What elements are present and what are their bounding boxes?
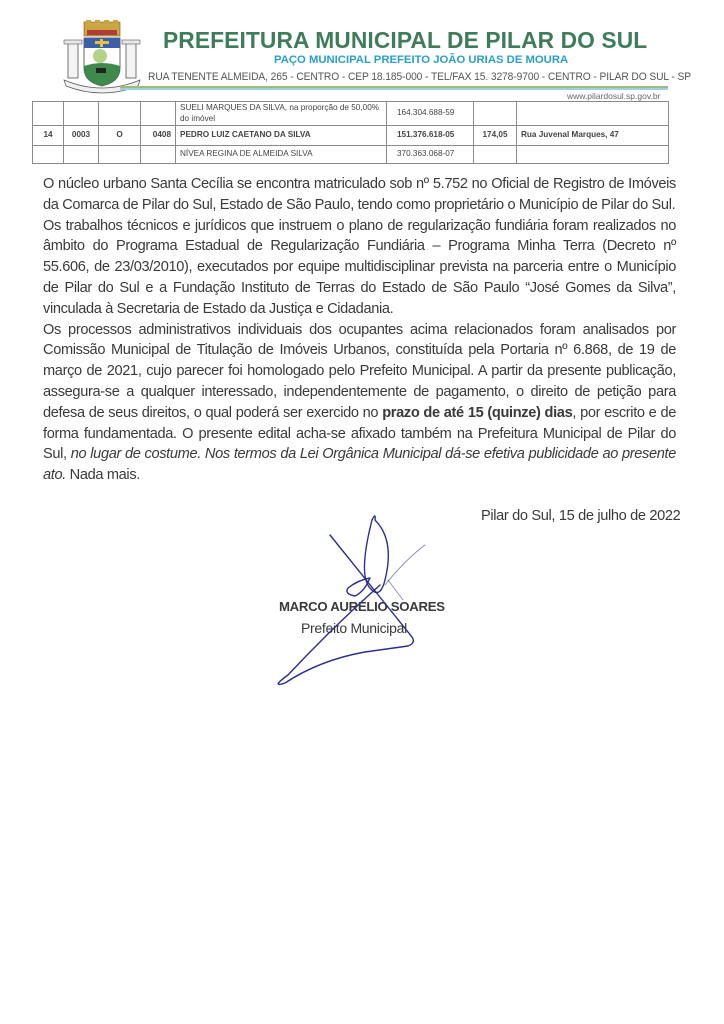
cell-lote: 0408 — [141, 126, 176, 146]
cell-cpf: 370.363.068-07 — [387, 146, 474, 164]
owners-table — [32, 101, 669, 164]
cell-quadra — [64, 102, 99, 126]
cell-num — [33, 146, 64, 164]
header-divider-blue — [120, 88, 668, 90]
cell-address: Rua Juvenal Marques, 47 — [517, 126, 669, 146]
paragraph-registry: O núcleo urbano Santa Cecília se encontra matriculado sob nº 5.752 no Oficial de Registro de Imóveis da Comarca de Pilar do Sul, Estado de São Paulo, tendo como proprietário o Município de Pilar do Sul. — [43, 176, 676, 213]
closing-phrase: Nada mais. — [65, 467, 140, 484]
publicity-clause: no lugar de costume. Nos termos da Lei Orgânica Municipal dá-se efetiva publicidade ao presente ato. — [43, 446, 676, 484]
cell-address — [517, 102, 669, 126]
signer-name: MARCO AURÉLIO SOARES — [279, 599, 445, 614]
cell-area — [474, 146, 517, 164]
paragraph-technical-works: Os trabalhos técnicos e jurídicos que instruem o plano de regularização fundiária foram realizados no âmbito do Programa Estadual de Regularização Fundiária – Programa Minha Terra (Decreto nº 55.606, de 23/03/2010), executados por equipe multidisciplinar prevista na parceria entre o Município de Pilar do Sul e a Fundação Instituto de Terras do Estado de São Paulo “José Gomes da Silva”, vinculada à Secretaria de Estado da Justiça e Cidadania. — [43, 217, 676, 317]
cell-name: NÍVEA REGINA DE ALMEIDA SILVA — [176, 146, 387, 164]
table-row — [33, 146, 669, 164]
cell-tipo — [99, 146, 141, 164]
cell-address — [517, 146, 669, 164]
paragraph-administrative-processes — [43, 320, 676, 486]
page-title: PREFEITURA MUNICIPAL DE PILAR DO SUL — [163, 27, 648, 53]
cell-name: PEDRO LUIZ CAETANO DA SILVA — [176, 126, 387, 146]
cell-tipo: O — [99, 126, 141, 146]
coat-of-arms-icon — [60, 20, 144, 94]
cell-num: 14 — [33, 126, 64, 146]
cell-quadra — [64, 146, 99, 164]
signer-role: Prefeito Municipal — [301, 620, 407, 636]
paragraph-text: Os processos administrativos individuais dos ocupantes acima relacionados foram analisados por Comissão Municipal de Titulação de Imóveis Urbanos, constituída pela Portaria nº 6.868, de 19 de março de 2021, cujo parecer foi homologado pelo Prefeito Municipal. A partir da presente publicação, assegura-se a qualquer interessado, independentemente de pagamento, o direito de petição para defesa de seus direitos, o qual poderá ser exercido no — [43, 321, 676, 421]
date-line: Pilar do Sul, 15 de julho de 2022 — [481, 508, 681, 524]
cell-num — [33, 102, 64, 126]
deadline-emphasis: prazo de até 15 (quinze) dias — [382, 404, 573, 421]
cell-quadra: 0003 — [64, 126, 99, 146]
cell-cpf: 151.376.618-05 — [387, 126, 474, 146]
cell-tipo — [99, 102, 141, 126]
table-row — [33, 102, 669, 126]
cell-area: 174,05 — [474, 126, 517, 146]
address-line: RUA TENENTE ALMEIDA, 265 - CENTRO - CEP 18.185-000 - TEL/FAX 15. 3278-9700 - CENTRO - PILAR DO SUL - SP — [148, 71, 692, 83]
cell-area — [474, 102, 517, 126]
cell-cpf: 164.304.688-59 — [387, 102, 474, 126]
edital-body — [43, 174, 676, 486]
cell-name: SUELI MARQUES DA SILVA, na proporção de 50,00% do imóvel — [176, 102, 387, 126]
website-link[interactable]: www.pilardosul.sp.gov.br — [567, 91, 661, 101]
subtitle: PAÇO MUNICIPAL PREFEITO JOÃO URIAS DE MOURA — [274, 54, 569, 66]
paragraph-text: , por escrito e de forma fundamentada. O presente edital acha-se afixado também na Prefeitura Municipal de Pilar do Sul, — [43, 404, 676, 463]
cell-lote — [141, 146, 176, 164]
table-row — [33, 126, 669, 146]
cell-lote — [141, 102, 176, 126]
